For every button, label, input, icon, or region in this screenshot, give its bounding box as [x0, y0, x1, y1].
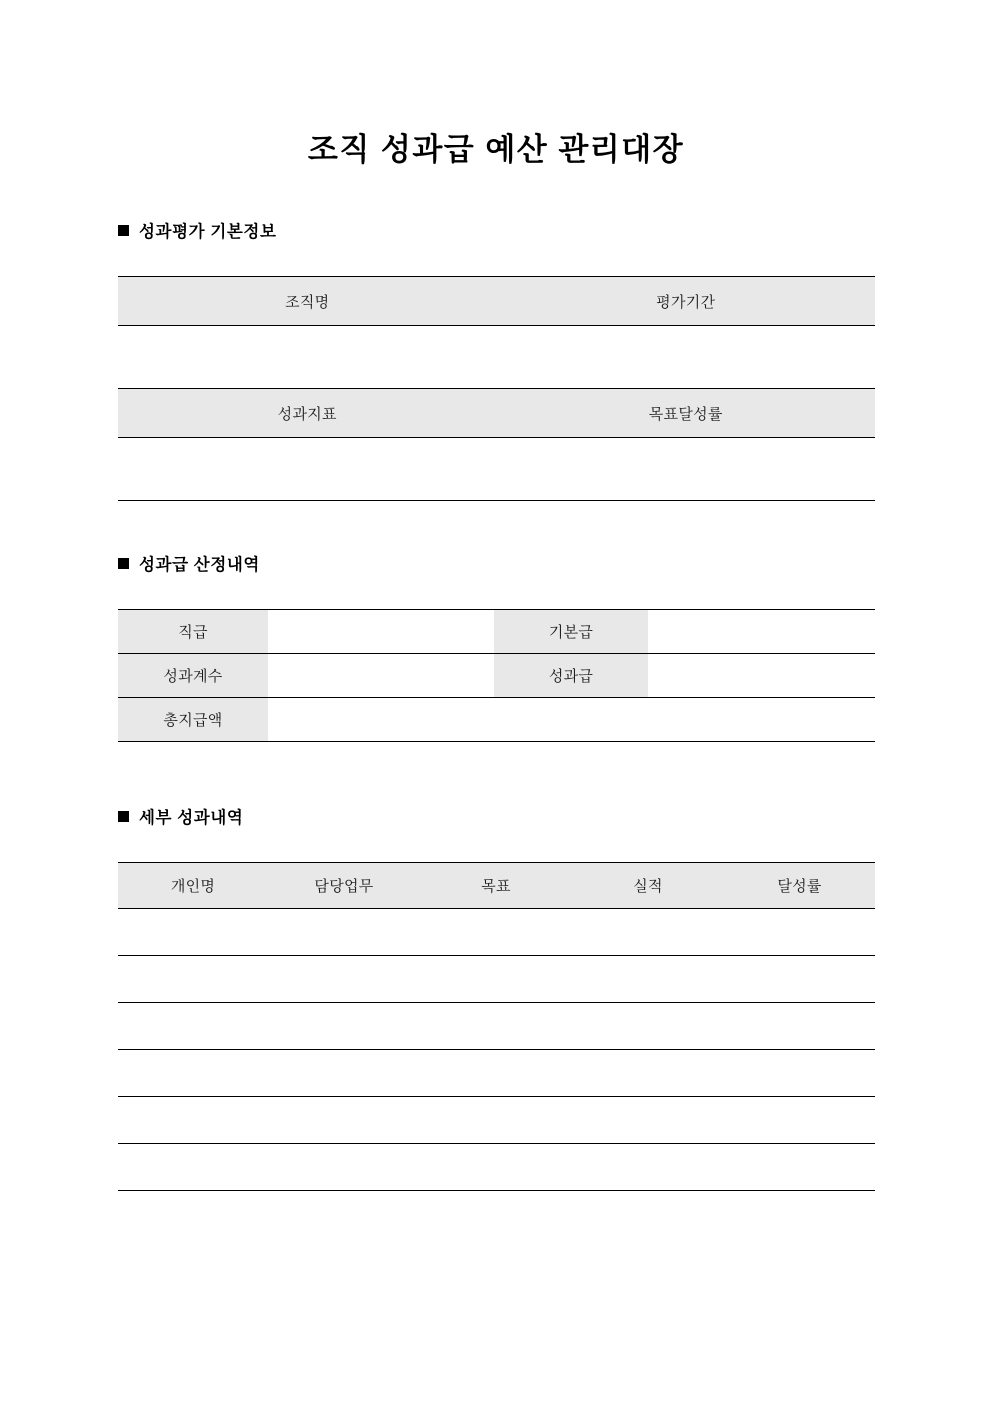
cell-duty[interactable]: [268, 1050, 420, 1097]
cell-label-performance-coefficient: 성과계수: [118, 654, 268, 698]
cell-target[interactable]: [420, 1003, 572, 1050]
table-row: [118, 610, 875, 654]
cell-name[interactable]: [118, 1144, 268, 1191]
section-heading-bonus-calculation: [0, 551, 992, 575]
table-header-row: [118, 863, 875, 909]
cell-achievement-rate[interactable]: [724, 1144, 875, 1191]
table-performance-basic-info: [118, 276, 875, 501]
cell-name[interactable]: [118, 1097, 268, 1144]
cell-duty[interactable]: [268, 1097, 420, 1144]
cell-actual[interactable]: [572, 1050, 724, 1097]
cell-input-kpi[interactable]: [118, 438, 497, 501]
cell-label-grade: 직급: [118, 610, 268, 654]
table-detailed-performance: [118, 862, 875, 1191]
cell-input-grade[interactable]: [268, 610, 494, 654]
cell-duty[interactable]: [268, 909, 420, 956]
cell-label-kpi: 성과지표: [118, 389, 497, 438]
cell-target[interactable]: [420, 909, 572, 956]
cell-achievement-rate[interactable]: [724, 909, 875, 956]
cell-input-total-payment[interactable]: [268, 698, 875, 742]
table-row: [118, 438, 875, 501]
section-heading-basic-info: [0, 218, 992, 242]
column-header-achievement-rate: 달성률: [724, 863, 875, 909]
table-row: [118, 277, 875, 326]
cell-actual[interactable]: [572, 1097, 724, 1144]
cell-duty[interactable]: [268, 1003, 420, 1050]
table-wrap-detailed-performance: [0, 862, 992, 1191]
section-heading-label: 세부 성과내역: [139, 809, 244, 828]
square-bullet-icon: [118, 811, 129, 822]
cell-input-eval-period[interactable]: [497, 326, 876, 389]
cell-input-org-name[interactable]: [118, 326, 497, 389]
spacer-after-table-2: [0, 742, 992, 804]
table-wrap-bonus-calculation: [0, 609, 992, 742]
table-row: [118, 909, 875, 956]
cell-actual[interactable]: [572, 1003, 724, 1050]
table-row: [118, 956, 875, 1003]
cell-input-performance-coefficient[interactable]: [268, 654, 494, 698]
cell-achievement-rate[interactable]: [724, 956, 875, 1003]
table-row: [118, 654, 875, 698]
table-wrap-basic-info: [0, 276, 992, 501]
cell-duty[interactable]: [268, 1144, 420, 1191]
table-row: [118, 389, 875, 438]
cell-duty[interactable]: [268, 956, 420, 1003]
section-heading-label: 성과급 산정내역: [139, 556, 260, 575]
spacer-before-table-2: [0, 575, 992, 609]
cell-target[interactable]: [420, 1050, 572, 1097]
cell-input-target-rate[interactable]: [497, 438, 876, 501]
page-title: 조직 성과급 예산 관리대장: [307, 132, 685, 167]
cell-input-base-pay[interactable]: [648, 610, 875, 654]
cell-label-bonus: 성과급: [494, 654, 648, 698]
section-heading-label: 성과평가 기본정보: [139, 223, 277, 242]
cell-achievement-rate[interactable]: [724, 1050, 875, 1097]
table-row: [118, 1144, 875, 1191]
cell-name[interactable]: [118, 1003, 268, 1050]
table-body-detailed-performance: [118, 909, 875, 1191]
column-header-actual: 실적: [572, 863, 724, 909]
cell-actual[interactable]: [572, 956, 724, 1003]
cell-achievement-rate[interactable]: [724, 1097, 875, 1144]
column-header-target: 목표: [420, 863, 572, 909]
cell-name[interactable]: [118, 909, 268, 956]
cell-label-org-name: 조직명: [118, 277, 497, 326]
cell-actual[interactable]: [572, 909, 724, 956]
cell-label-base-pay: 기본급: [494, 610, 648, 654]
square-bullet-icon: [118, 225, 129, 236]
cell-label-target-rate: 목표달성률: [497, 389, 876, 438]
cell-target[interactable]: [420, 1097, 572, 1144]
cell-input-bonus[interactable]: [648, 654, 875, 698]
table-row: [118, 1097, 875, 1144]
table-row: [118, 698, 875, 742]
column-header-name: 개인명: [118, 863, 268, 909]
section-heading-detailed-performance: [0, 804, 992, 828]
cell-actual[interactable]: [572, 1144, 724, 1191]
cell-name[interactable]: [118, 956, 268, 1003]
table-row: [118, 1003, 875, 1050]
cell-target[interactable]: [420, 956, 572, 1003]
table-row: [118, 326, 875, 389]
spacer-after-table-1: [0, 501, 992, 551]
cell-name[interactable]: [118, 1050, 268, 1097]
table-row: [118, 1050, 875, 1097]
cell-target[interactable]: [420, 1144, 572, 1191]
cell-label-eval-period: 평가기간: [497, 277, 876, 326]
column-header-duty: 담당업무: [268, 863, 420, 909]
spacer-before-table-1: [0, 242, 992, 276]
cell-label-total-payment: 총지급액: [118, 698, 268, 742]
cell-achievement-rate[interactable]: [724, 1003, 875, 1050]
table-bonus-calculation: [118, 609, 875, 742]
spacer-after-title: [0, 168, 992, 218]
square-bullet-icon: [118, 558, 129, 569]
spacer-before-table-3: [0, 828, 992, 862]
